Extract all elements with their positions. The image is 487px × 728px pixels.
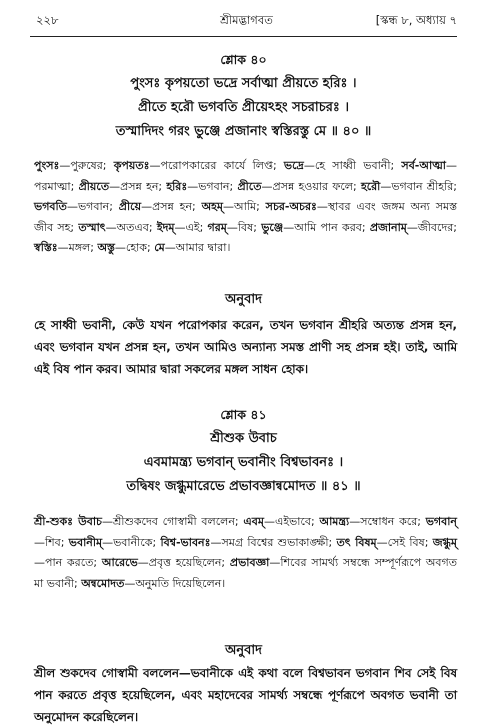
synonym-meaning: —প্রসন্ন হন; — [141, 200, 202, 213]
synonym-word: অহম্ — [201, 200, 224, 213]
synonym-word: প্রীয়তে — [78, 179, 110, 193]
synonym-word: ইদম্ — [156, 220, 175, 234]
synonym-word: শ্রী-শুকঃ উবাচ — [34, 515, 102, 528]
synonym-meaning: —ভবানীকে; — [102, 535, 161, 549]
synonym-meaning: —পরোপকারের কার্যে লিপ্ত; — [149, 159, 284, 172]
synonym-word: স্বস্তিঃ — [34, 241, 58, 254]
synonym-meaning: —হে সাধ্বী ভবানী; — [303, 159, 402, 172]
synonym-meaning: —জীবদের; — [406, 220, 457, 234]
synonym-word: আরেভে — [101, 556, 138, 569]
synonym-meaning: —এই; — [174, 220, 208, 234]
verse-line: প্রীতে হরৌ ভগবতি প্রীয়েঽহং সচরাচরঃ । — [138, 100, 349, 115]
synonym-meaning: —শিবের সামর্থ্য সম্বন্ধে সম্পূর্ণরূপে অবগত মা ভবানী; — [34, 556, 457, 590]
synonym-meaning: —সম্বোধন করে; — [349, 515, 426, 528]
synonym-word: অস্তু — [97, 241, 115, 254]
synonym-word: হরৌ — [360, 179, 381, 193]
synonym-word: এবম্ — [243, 515, 264, 528]
synonym-meaning: —ভগবান শ্রীহরি; — [380, 179, 457, 193]
synonym-meaning: —স্থাবর এবং জঙ্গম অন্য সমস্ত জীব সহ; — [34, 200, 457, 234]
page-header — [36, 10, 457, 30]
synonym-meaning: —ভগবান; — [66, 200, 119, 213]
verse-label: শ্লোক ৪০ — [220, 52, 267, 67]
synonym-word: ভুঞ্জে — [261, 220, 284, 234]
synonym-meaning: —সেই বিষ; — [376, 535, 433, 549]
synonym-meaning: —আমার দ্বারা। — [164, 241, 231, 254]
synonym-word: জগ্ধুম্ — [432, 535, 458, 549]
synonym-meaning: —ভগবান; — [187, 179, 238, 193]
verse-41 — [0, 407, 487, 499]
synonym-word: ভগবতি — [34, 200, 67, 213]
synonym-meaning: —পান করতে; — [34, 556, 102, 569]
verse-line: এবমামন্ত্র্য ভগবান্ ভবানীং বিশ্বভাবনঃ । — [143, 455, 344, 470]
page-number: ২২৮ — [36, 13, 59, 27]
synonym-meaning: —এইভাবে; — [263, 515, 320, 528]
book-title: শ্রীমদ্ভাগবত — [220, 13, 273, 27]
synonym-meaning: —পরমাত্মা; — [34, 159, 457, 193]
synonym-meaning: —পুরুষের; — [59, 159, 114, 172]
synonym-word: আমন্ত্র্য — [319, 515, 350, 528]
header-rule — [30, 36, 457, 37]
verse-40 — [0, 52, 487, 144]
synonyms-40 — [34, 156, 457, 259]
synonyms-41 — [34, 512, 457, 594]
synonym-word: হরিঃ — [166, 179, 188, 193]
synonym-word: প্রীয়ে — [118, 200, 142, 213]
translation-40: হে সাধ্বী ভবানী, কেউ যখন পরোপকার করেন, তখন ভগবান শ্রীহরি অত্যন্ত প্রসন্ন হন, এবং ভগবান যখন প্রসন্ন হন, তখন আমিও অন্যান্য সমস্ত প্রাণী সহ প্রসন্ন হই। তাই, আমি এই বিষ পান করব। আমার দ্বারা সকলের মঙ্গল সাধন হোক। — [34, 318, 457, 376]
synonym-meaning: —সমগ্র বিশ্বের শুভাকাঙ্ক্ষী; — [210, 535, 337, 549]
synonym-meaning: —অতএব; — [105, 220, 157, 234]
synonym-word: ভগবান্ — [425, 515, 457, 528]
synonym-word: ভদ্রে — [283, 159, 304, 172]
synonym-meaning: —শিব; — [34, 535, 69, 549]
synonym-word: গরম্ — [207, 220, 227, 234]
translation-heading: অনুবাদ — [225, 292, 262, 307]
synonym-meaning: —আমি; — [223, 200, 266, 213]
section-reference: [স্কন্ধ ৮, অধ্যায় ৭ — [375, 13, 457, 27]
synonym-word: সর্ব-আত্মা — [401, 159, 446, 172]
synonym-meaning: —শ্রীশুকদেব গোস্বামী বললেন; — [101, 515, 244, 528]
synonym-word: প্রজানাম্ — [369, 220, 407, 234]
synonym-word: তস্মাৎ — [78, 220, 106, 234]
synonym-meaning: —প্রসন্ন হন; — [109, 179, 167, 193]
verse-line: তদ্বিষং জগ্ধুমারেভে প্রভাবজ্ঞান্বমোদত ॥ ৪১ ॥ — [126, 479, 361, 494]
verse-speaker: শ্রীশুক উবাচ — [210, 431, 277, 446]
translation-heading: অনুবাদ — [225, 643, 262, 658]
synonym-meaning: —হোক; — [114, 241, 155, 254]
synonym-word: কৃপয়তঃ — [113, 159, 150, 172]
synonym-word: ভবানীম্ — [68, 535, 103, 549]
synonym-word: প্রভাবজ্ঞা — [229, 556, 270, 569]
synonym-meaning: —প্রবৃত্ত হয়েছিলেন; — [137, 556, 230, 569]
synonym-word: প্রীতে — [237, 179, 262, 193]
synonym-meaning: —বিষ; — [226, 220, 262, 234]
synonym-meaning: —অনুমতি দিয়েছিলেন। — [124, 576, 226, 590]
verse-line: তস্মাদিদং গরং ভুঞ্জে প্রজানাং স্বস্তিরস্তু মে ॥ ৪০ ॥ — [115, 124, 372, 139]
synonym-word: সচর-অচরঃ — [265, 200, 317, 213]
synonym-meaning: —মঙ্গল; — [57, 241, 98, 254]
synonym-word: তৎ বিষম্ — [336, 535, 377, 549]
synonym-meaning: —আমি পান করব; — [283, 220, 370, 234]
synonym-meaning: —প্রসন্ন হওয়ার ফলে; — [261, 179, 361, 193]
synonym-word: বিশ্ব-ভাবনঃ — [160, 535, 211, 549]
translation-41: শ্রীল শুকদেব গোস্বামী বললেন—ভবানীকে এই কথা বলে বিশ্বভাবন ভগবান শিব সেই বিষ পান করতে প্রবৃত্ত হয়েছিলেন, এবং মহাদেবের সামর্থ্য সম্বন্ধে পূর্ণরূপে অবগত ভবানী তা অনুমোদন করেছিলেন। — [34, 666, 457, 724]
verse-label: শ্লোক ৪১ — [220, 407, 267, 422]
synonym-word: পুংসঃ — [34, 159, 60, 172]
synonym-word: অন্বমোদত — [81, 576, 125, 590]
verse-line: পুংসঃ কৃপয়তো ভদ্রে সর্বাত্মা প্রীয়তে হরিঃ । — [130, 76, 357, 91]
synonym-word: মে — [154, 241, 165, 254]
